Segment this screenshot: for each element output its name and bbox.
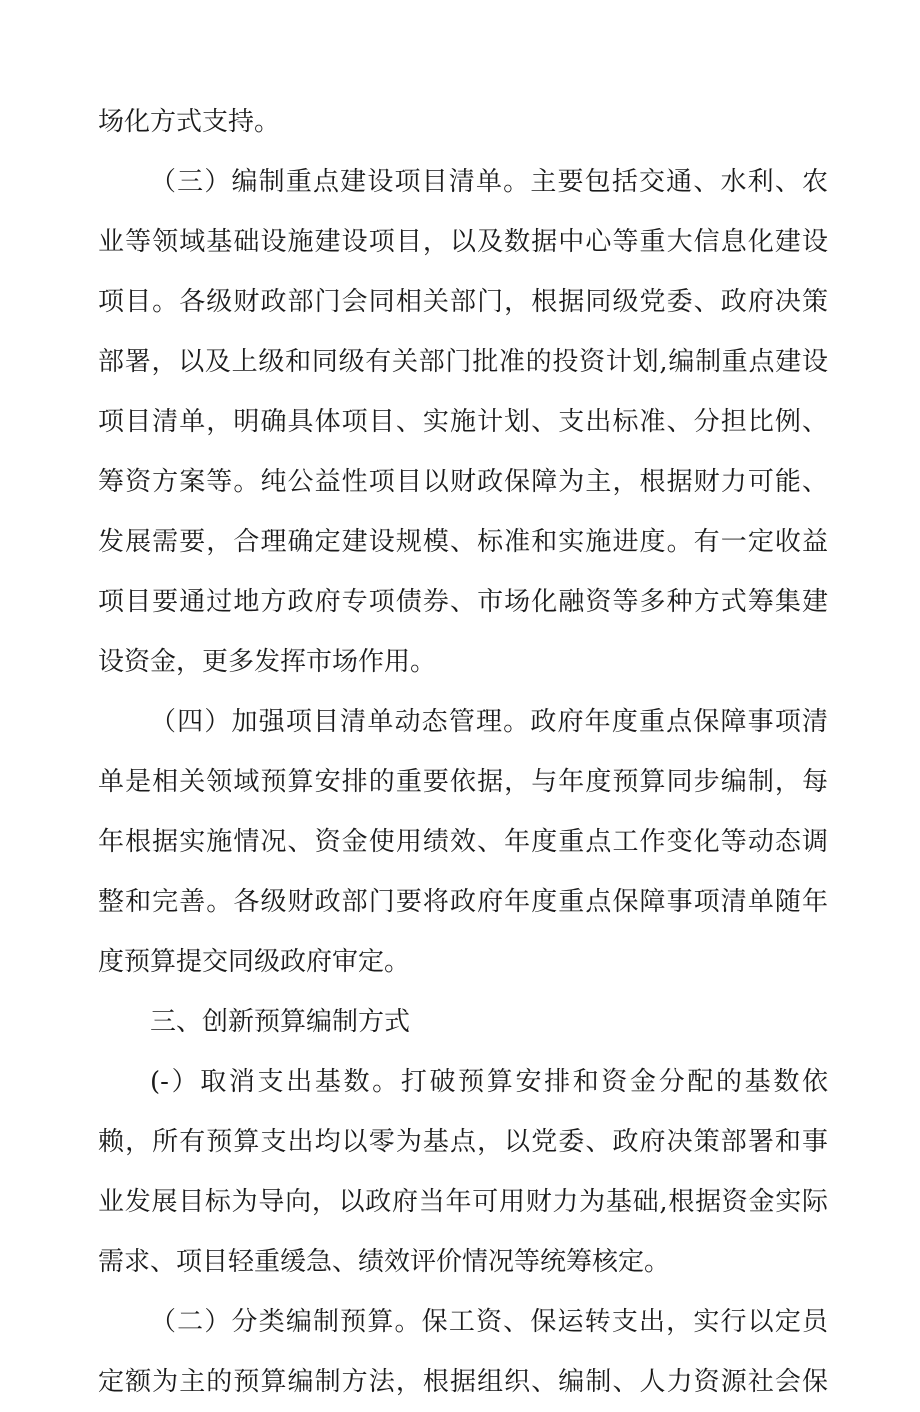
paragraph-line: 场化方式支持。 <box>98 107 281 137</box>
document-page <box>98 92 828 1412</box>
paragraph-line: 设资金，更多发挥市场作用。 <box>98 647 437 677</box>
paragraph-line: 筹资方案等。纯公益性项目以财政保障为主，根据财力可能、 <box>98 467 828 497</box>
paragraph-line: 部署，以及上级和同级有关部门批准的投资计划,编制重点建设 <box>98 347 828 377</box>
paragraph-line: 赖，所有预算支出均以零为基点，以党委、政府决策部署和事 <box>98 1127 828 1157</box>
paragraph-line: 业发展目标为导向，以政府当年可用财力为基础,根据资金实际 <box>98 1187 828 1217</box>
paragraph-line: （二）分类编制预算。保工资、保运转支出，实行以定员 <box>150 1307 828 1337</box>
paragraph-line: 项目清单，明确具体项目、实施计划、支出标准、分担比例、 <box>98 407 828 437</box>
paragraph-line: 发展需要，合理确定建设规模、标准和实施进度。有一定收益 <box>98 527 828 557</box>
paragraph-line: 业等领域基础设施建设项目，以及数据中心等重大信息化建设 <box>98 227 828 257</box>
paragraph-line: （三）编制重点建设项目清单。主要包括交通、水利、农 <box>150 167 828 197</box>
paragraph-line: 定额为主的预算编制方法，根据组织、编制、人力资源社会保 <box>98 1367 828 1397</box>
paragraph-line: 单是相关领域预算安排的重要依据，与年度预算同步编制，每 <box>98 767 828 797</box>
paragraph-line: （四）加强项目清单动态管理。政府年度重点保障事项清 <box>150 707 828 737</box>
paragraph-line: 年根据实施情况、资金使用绩效、年度重点工作变化等动态调 <box>98 827 828 857</box>
paragraph-line: 需求、项目轻重缓急、绩效评价情况等统筹核定。 <box>98 1247 671 1277</box>
paragraph-line: 项目。各级财政部门会同相关部门，根据同级党委、政府决策 <box>98 287 828 317</box>
paragraph-line: (-）取消支出基数。打破预算安排和资金分配的基数依 <box>150 1067 828 1097</box>
section-heading: 三、创新预算编制方式 <box>150 1007 411 1037</box>
paragraph-line: 项目要通过地方政府专项债券、市场化融资等多种方式筹集建 <box>98 587 828 617</box>
paragraph-line: 整和完善。各级财政部门要将政府年度重点保障事项清单随年 <box>98 887 828 917</box>
paragraph-line: 度预算提交同级政府审定。 <box>98 947 411 977</box>
